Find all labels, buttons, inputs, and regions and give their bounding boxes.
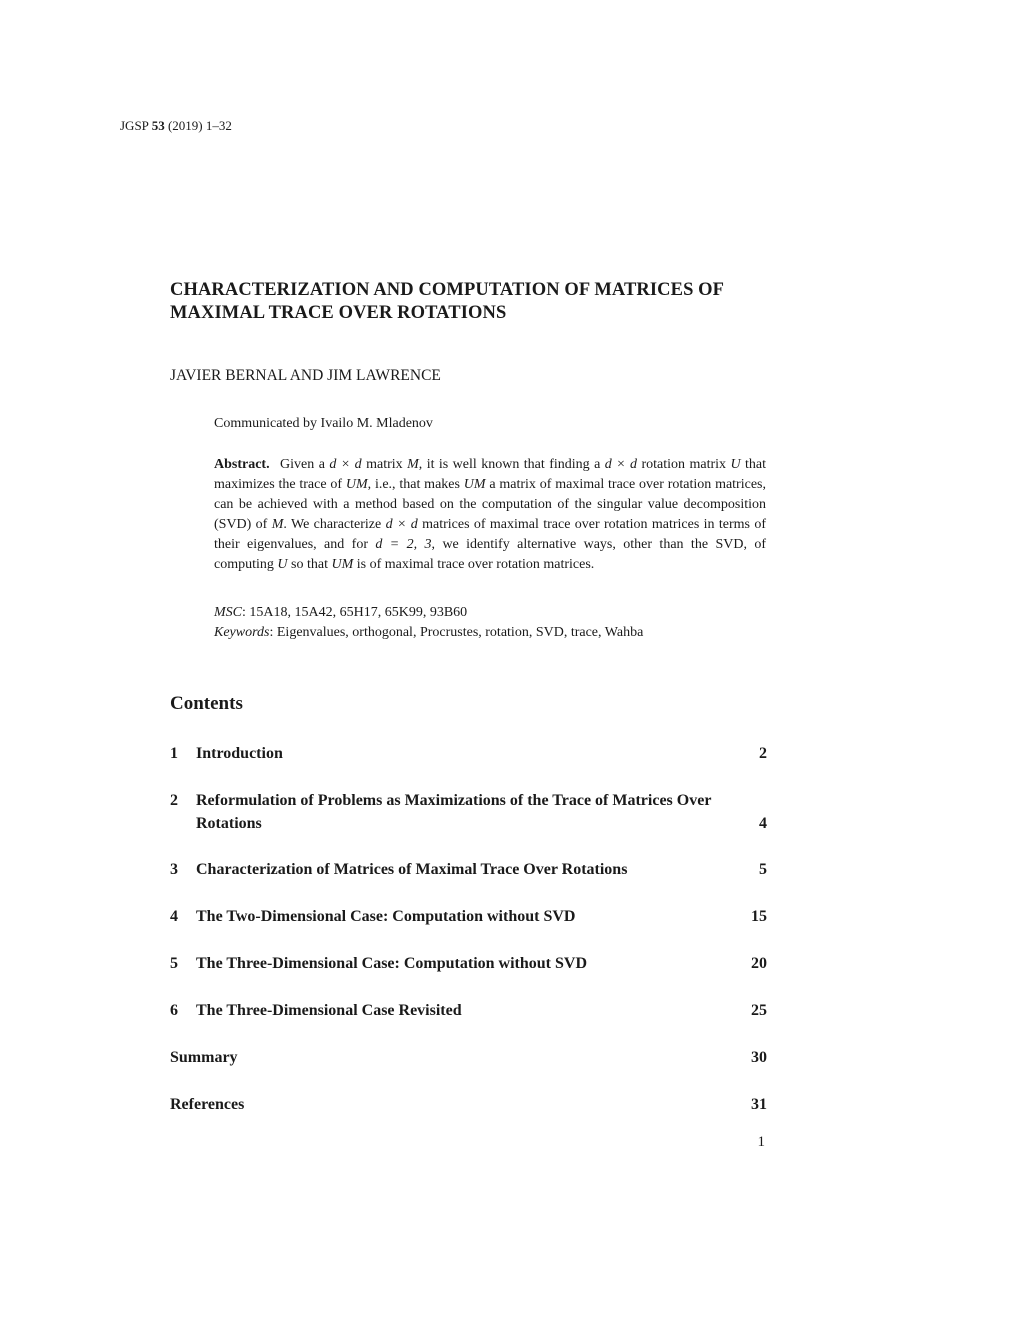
toc-entry[interactable]	[170, 905, 767, 928]
toc-number: 5	[170, 955, 178, 972]
toc-entry[interactable]	[170, 789, 767, 835]
page-number: 1	[757, 1134, 765, 1150]
toc-page: 30	[751, 1049, 767, 1066]
communicated-by: Communicated by Ivailo M. Mladenov	[214, 416, 433, 431]
toc-page: 15	[751, 908, 767, 925]
math: UM	[463, 477, 486, 492]
toc-title: The Three-Dimensional Case Revisited	[196, 1002, 462, 1019]
toc-entry[interactable]	[170, 742, 767, 765]
keywords-label: Keywords	[214, 625, 270, 640]
keywords-line	[214, 623, 643, 643]
toc-number: 1	[170, 745, 178, 762]
math: M	[271, 517, 284, 532]
toc-title: References	[170, 1096, 245, 1113]
toc-page: 31	[751, 1096, 767, 1113]
math: d × d	[604, 457, 638, 472]
title-line: MAXIMAL TRACE OVER ROTATIONS	[170, 303, 507, 323]
toc-entry[interactable]	[170, 858, 767, 881]
journal-name: JGSP	[120, 118, 149, 133]
math: d × d	[385, 517, 418, 532]
abstract	[214, 455, 766, 575]
toc-title: Introduction	[196, 745, 283, 762]
abstract-text: , it is well known that finding a	[418, 457, 605, 472]
math: d × d	[329, 457, 362, 472]
math: M	[407, 457, 419, 472]
toc-entry[interactable]	[170, 999, 767, 1022]
toc-entry[interactable]	[170, 1046, 767, 1069]
abstract-text: Given a	[280, 457, 330, 472]
toc-title: The Two-Dimensional Case: Computation without SVD	[196, 908, 576, 925]
math: U	[277, 557, 288, 572]
abstract-text: a matrix of maximal trace over rotation matrices, can be achieved with a method based on the computation of the singular value decomposition (SVD) of	[214, 477, 766, 532]
toc-number: 4	[170, 908, 178, 925]
toc-page: 2	[759, 745, 767, 762]
abstract-text: is of maximal trace over rotation matrices.	[353, 557, 595, 572]
msc-value: : 15A18, 15A42, 65H17, 65K99, 93B60	[242, 605, 468, 620]
toc-number: 2	[170, 792, 178, 809]
paper-title	[170, 279, 770, 325]
title-line: CHARACTERIZATION AND COMPUTATION OF MATRICES OF	[170, 280, 725, 300]
toc-page: 5	[759, 861, 767, 878]
abstract-text: matrices of maximal trace over rotation matrices in terms of their eigenvalues, and for	[214, 517, 767, 552]
toc-number: 3	[170, 861, 178, 878]
math: U	[730, 457, 741, 472]
abstract-text: so that	[287, 557, 332, 572]
contents-heading: Contents	[170, 693, 243, 714]
journal-volume: 53	[151, 118, 165, 133]
toc-page: 20	[751, 955, 767, 972]
toc-page: 4	[759, 815, 767, 832]
math: UM	[331, 557, 354, 572]
toc-title: Summary	[170, 1049, 238, 1066]
abstract-text: rotation matrix	[637, 457, 731, 472]
msc-line	[214, 603, 467, 623]
toc-title: The Three-Dimensional Case: Computation without SVD	[196, 955, 587, 972]
abstract-text: . We characterize	[283, 517, 386, 532]
abstract-text: , we identify alternative ways, other than the SVD, of computing	[214, 537, 767, 572]
abstract-text: , i.e., that makes	[367, 477, 464, 492]
toc-entry[interactable]	[170, 952, 767, 975]
toc-title: Characterization of Matrices of Maximal Trace Over Rotations	[196, 861, 628, 878]
toc-entry[interactable]	[170, 1093, 767, 1116]
abstract-text: that maximizes the trace of	[214, 457, 767, 492]
toc-title: Reformulation of Problems as Maximizations of the Trace of Matrices Over Rotations	[196, 792, 712, 832]
journal-header	[120, 118, 232, 134]
journal-year-pages: (2019) 1–32	[167, 118, 232, 133]
toc-page: 25	[751, 1002, 767, 1019]
authors: JAVIER BERNAL AND JIM LAWRENCE	[170, 367, 441, 384]
math: d = 2, 3	[375, 537, 432, 552]
toc-number: 6	[170, 1002, 178, 1019]
math: UM	[345, 477, 368, 492]
abstract-label: Abstract.	[214, 457, 270, 472]
keywords-value: : Eigenvalues, orthogonal, Procrustes, rotation, SVD, trace, Wahba	[269, 625, 644, 640]
abstract-text: matrix	[361, 457, 408, 472]
msc-label: MSC	[214, 605, 242, 620]
